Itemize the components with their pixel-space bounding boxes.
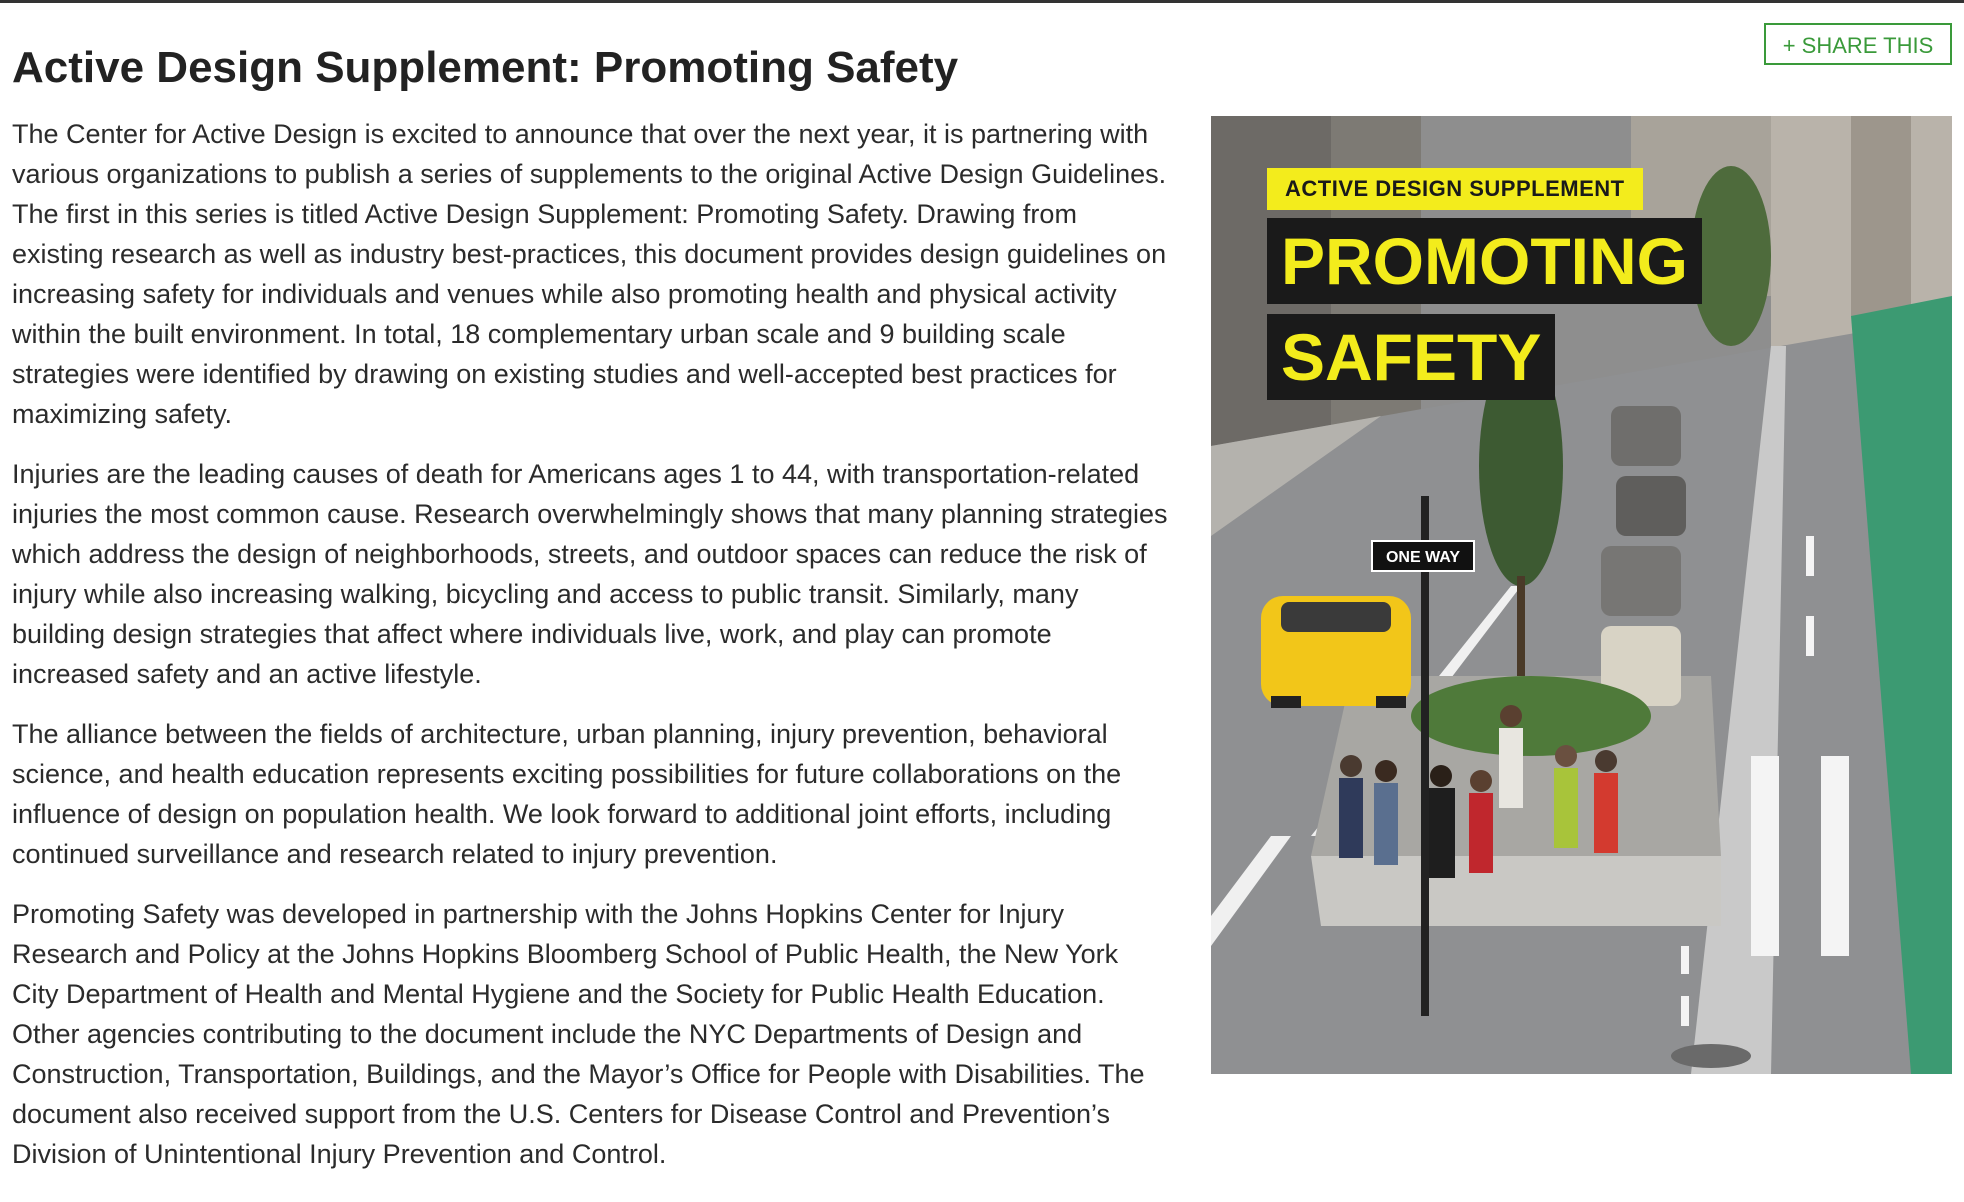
share-button[interactable]: + SHARE THIS	[1764, 23, 1952, 65]
top-divider	[0, 0, 1964, 3]
article-paragraph: The alliance between the fields of architecture, urban planning, injury prevention, behavioral science, and health education represents exciting possibilities for future collaborations on the influence of design on population health. We look forward to additional joint efforts, including continued surveillance and research related to injury prevention.	[12, 719, 1122, 869]
cover-supplement-label: ACTIVE DESIGN SUPPLEMENT	[1267, 168, 1643, 210]
cover-title-word-1: PROMOTING	[1267, 218, 1702, 304]
article-paragraph: The Center for Active Design is excited to announce that over the next year, it is partnering with various organizations to publish a series of supplements to the original Active Design Guidelines. The first in this series is titled Active Design Supplement: Promoting Safety. Drawing from existing research as well as industry best-practices, this document provides design guidelines on increasing safety for individuals and venues while also promoting health and physical activity within the built environment. In total, 18 complementary urban scale and 9 building scale strategies were identified by drawing on existing studies and well-accepted best practices for maximizing safety.	[12, 119, 1167, 429]
cover-title-word-2: SAFETY	[1267, 314, 1555, 400]
one-way-sign: ONE WAY	[1371, 540, 1475, 572]
article-body	[12, 114, 1172, 1194]
article-paragraph: Injuries are the leading causes of death for Americans ages 1 to 44, with transportation-related injuries the most common cause. Research overwhelmingly shows that many planning strategies which address the design of neighborhoods, streets, and outdoor spaces can reduce the risk of injury while also increasing walking, bicycling and access to public transit. Similarly, many building design strategies that affect where individuals live, work, and play can promote increased safety and an active lifestyle.	[12, 459, 1168, 689]
cover-image	[1211, 116, 1952, 1074]
page-title: Active Design Supplement: Promoting Safety	[12, 43, 959, 92]
article-paragraph: Promoting Safety was developed in partnership with the Johns Hopkins Center for Injury Research and Policy at the Johns Hopkins Bloomberg School of Public Health, the New York City Department of Health and Mental Hygiene and the Society for Public Health Education. Other agencies contributing to the document include the NYC Departments of Design and Construction, Transportation, Buildings, and the Mayor’s Office for People with Disabilities. The document also received support from the U.S. Centers for Disease Control and Prevention’s Division of Unintentional Injury Prevention and Control.	[12, 899, 1145, 1169]
